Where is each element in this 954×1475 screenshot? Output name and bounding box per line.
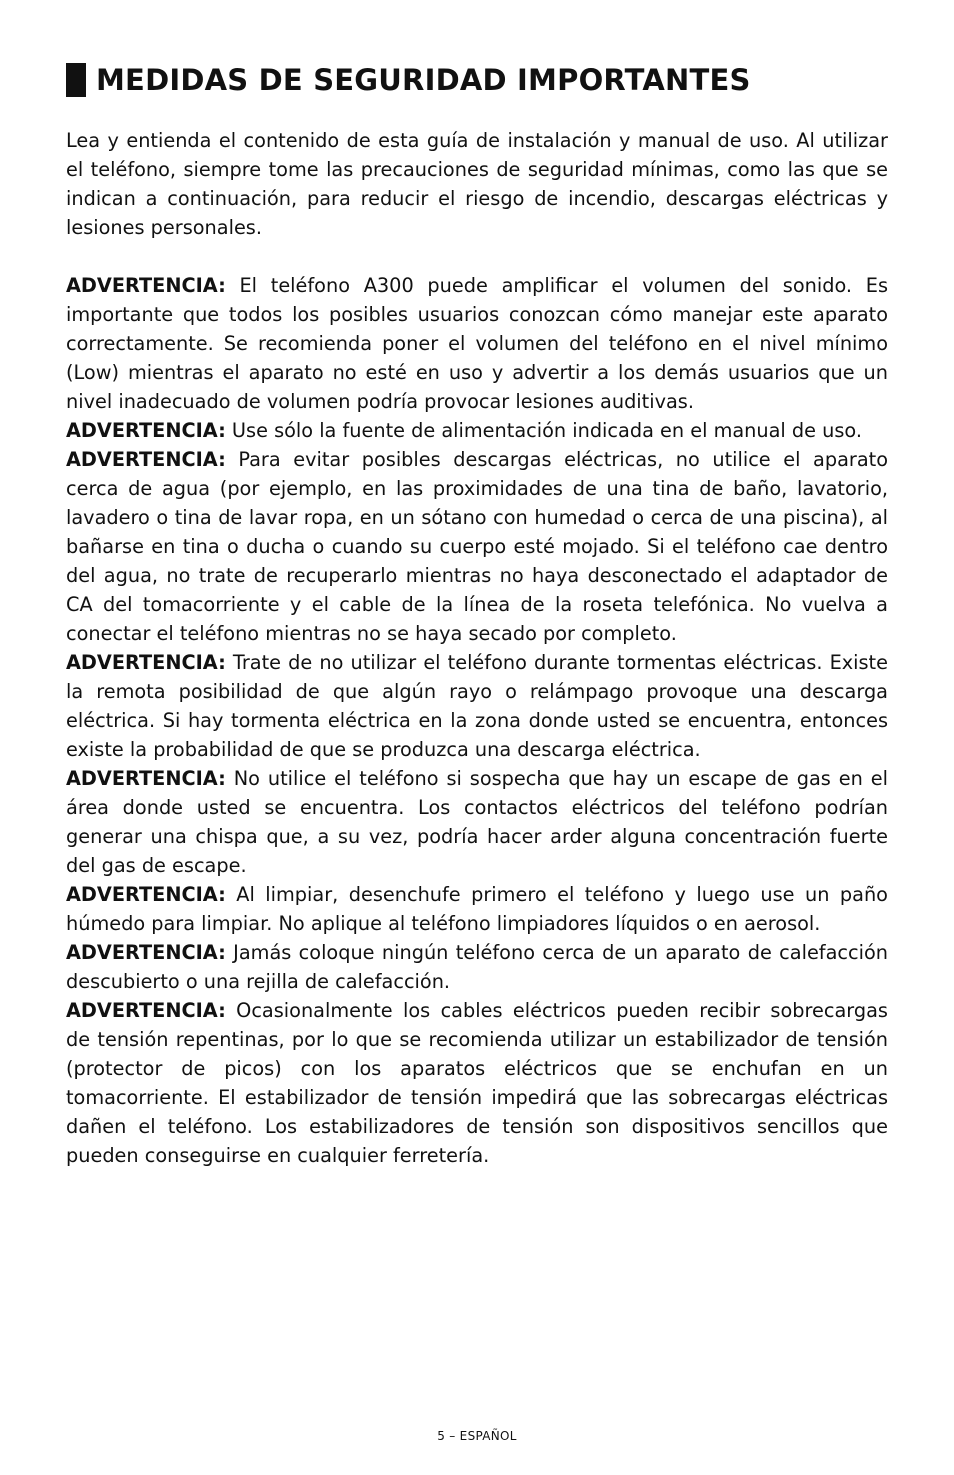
warning-label: ADVERTENCIA: [66, 651, 226, 674]
warning-label: ADVERTENCIA: [66, 767, 226, 790]
warning-paragraph-power-source [66, 416, 888, 445]
warning-paragraph-cleaning [66, 880, 888, 938]
section-header [66, 58, 888, 102]
warning-text: No utilice el teléfono si sospecha que hay un escape de gas en el área donde usted se encuentra. Los contactos eléctricos del teléfono podrían generar una chispa que, a su vez, podría hacer arder alguna concentración fuerte del gas de escape. [66, 767, 888, 877]
warning-label: ADVERTENCIA: [66, 883, 226, 906]
warning-text: El teléfono A300 puede amplificar el volumen del sonido. Es importante que todos los posibles usuarios conozcan cómo manejar este aparato correctamente. Se recomienda poner el volumen del teléfono en el nivel mínimo (Low) mientras el aparato no esté en uso y advertir a los demás usuarios que un nivel inadecuado de volumen podría provocar lesiones auditivas. [66, 274, 888, 413]
warning-paragraph-water [66, 445, 888, 648]
warning-label: ADVERTENCIA: [66, 941, 226, 964]
page-footer: 5 – ESPAÑOL [437, 1429, 517, 1443]
warning-text: Use sólo la fuente de alimentación indicada en el manual de uso. [231, 419, 862, 442]
warning-text: Al limpiar, desenchufe primero el teléfono y luego use un paño húmedo para limpiar. No aplique al teléfono limpiadores líquidos o en aerosol. [66, 883, 888, 935]
warning-paragraph-volume [66, 271, 888, 416]
warning-text: Trate de no utilizar el teléfono durante tormentas eléctricas. Existe la remota posibilidad de que algún rayo o relámpago provoque una descarga eléctrica. Si hay tormenta eléctrica en la zona donde usted se encuentra, entonces existe la probabilidad de que se produzca una descarga eléctrica. [66, 651, 888, 761]
warning-label: ADVERTENCIA: [66, 999, 226, 1022]
warning-paragraph-heating [66, 938, 888, 996]
warning-text: Jamás coloque ningún teléfono cerca de un aparato de calefacción descubierto o una rejilla de calefacción. [66, 941, 888, 993]
warning-paragraph-storms [66, 648, 888, 764]
warning-text: Ocasionalmente los cables eléctricos pueden recibir sobrecargas de tensión repentinas, por lo que se recomienda utilizar un estabilizador de tensión (protector de picos) con los aparatos eléctricos que se enchufan en un tomacorriente. El estabilizador de tensión impedirá que las sobrecargas eléctricas dañen el teléfono. Los estabilizadores de tensión son dispositivos sencillos que pueden conseguirse en cualquier ferretería. [66, 999, 888, 1167]
warning-text: Para evitar posibles descargas eléctricas, no utilice el aparato cerca de agua (por ejemplo, en las proximidades de una tina de baño, lavatorio, lavadero o tina de lavar ropa, en un sótano con humedad o cerca de una piscina), al bañarse en tina o ducha o cuando su cuerpo esté mojado. Si el teléfono cae dentro del agua, no trate de recuperarlo mientras no haya desconectado el adaptador de CA del tomacorriente y el cable de la línea de la roseta telefónica. No vuelva a conectar el teléfono mientras no se haya secado por completo. [66, 448, 888, 645]
warning-paragraph-surge [66, 996, 888, 1170]
warning-label: ADVERTENCIA: [66, 448, 226, 471]
warning-label: ADVERTENCIA: [66, 274, 226, 297]
warnings-list [66, 271, 888, 1170]
document-page [66, 58, 888, 1170]
page-title: MEDIDAS DE SEGURIDAD IMPORTANTES [96, 63, 751, 97]
intro-paragraph: Lea y entienda el contenido de esta guía de instalación y manual de uso. Al utilizar el teléfono, siempre tome las precauciones de seguridad mínimas, como las que se indican a continuación, para reducir el riesgo de incendio, descargas eléctricas y lesiones personales. [66, 129, 888, 239]
section-marker-bar [66, 63, 86, 97]
warning-label: ADVERTENCIA: [66, 419, 226, 442]
warning-paragraph-gas-leak [66, 764, 888, 880]
